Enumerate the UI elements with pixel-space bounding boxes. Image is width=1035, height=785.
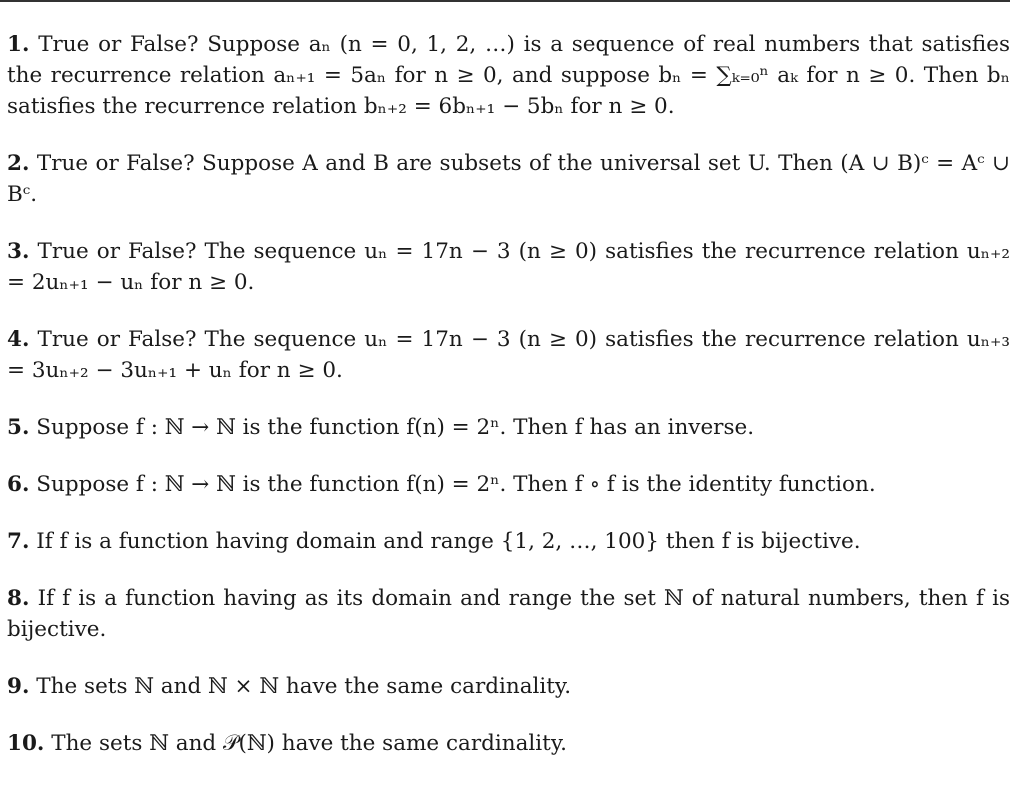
question-8 xyxy=(7,583,1010,645)
question-1 xyxy=(7,29,1010,122)
question-2 xyxy=(7,148,1010,210)
question-text: True or False? The sequence uₙ = 17n − 3 (n ≥ 0) satisfies the recurrence relation uₙ₊₂ = 2uₙ₊₁ − uₙ for n ≥ 0. xyxy=(7,239,1010,295)
question-list xyxy=(7,29,1010,785)
question-10 xyxy=(7,728,1010,759)
question-number: 8. xyxy=(7,586,30,611)
question-6 xyxy=(7,469,1010,500)
question-3 xyxy=(7,236,1010,298)
question-text: The sets ℕ and ℕ × ℕ have the same cardinality. xyxy=(36,674,572,699)
question-text: If f is a function having as its domain and range the set ℕ of natural numbers, then f is bijective. xyxy=(7,586,1010,642)
question-number: 4. xyxy=(7,327,30,352)
question-text: Suppose f : ℕ → ℕ is the function f(n) = 2ⁿ. Then f has an inverse. xyxy=(36,415,755,440)
question-number: 10. xyxy=(7,731,45,756)
question-number: 7. xyxy=(7,529,30,554)
question-4 xyxy=(7,324,1010,386)
question-number: 2. xyxy=(7,151,30,176)
question-number: 9. xyxy=(7,674,30,699)
question-number: 3. xyxy=(7,239,30,264)
top-rule xyxy=(0,0,1010,2)
question-text: The sets ℕ and 𝒫(ℕ) have the same cardinality. xyxy=(51,731,567,756)
question-text: If f is a function having domain and range {1, 2, …, 100} then f is bijective. xyxy=(36,529,861,554)
question-9 xyxy=(7,671,1010,702)
question-number: 1. xyxy=(7,32,30,57)
question-text: True or False? Suppose aₙ (n = 0, 1, 2, …) is a sequence of real numbers that satisfies the recurrence relation aₙ₊₁ = 5aₙ for n ≥ 0, and suppose bₙ = ∑ₖ₌₀ⁿ aₖ for n ≥ 0. Then bₙ satisfies the recurrence relation bₙ₊₂ = 6bₙ₊₁ − 5bₙ for n ≥ 0. xyxy=(7,32,1011,119)
question-text: Suppose f : ℕ → ℕ is the function f(n) = 2ⁿ. Then f ∘ f is the identity function. xyxy=(36,472,876,497)
question-text: True or False? Suppose A and B are subsets of the universal set U. Then (A ∪ B)ᶜ = Aᶜ ∪ Bᶜ. xyxy=(7,151,1010,207)
question-5 xyxy=(7,412,1010,443)
question-text: True or False? The sequence uₙ = 17n − 3 (n ≥ 0) satisfies the recurrence relation uₙ₊₃ = 3uₙ₊₂ − 3uₙ₊₁ + uₙ for n ≥ 0. xyxy=(7,327,1010,383)
question-7 xyxy=(7,526,1010,557)
question-number: 5. xyxy=(7,415,30,440)
question-number: 6. xyxy=(7,472,30,497)
